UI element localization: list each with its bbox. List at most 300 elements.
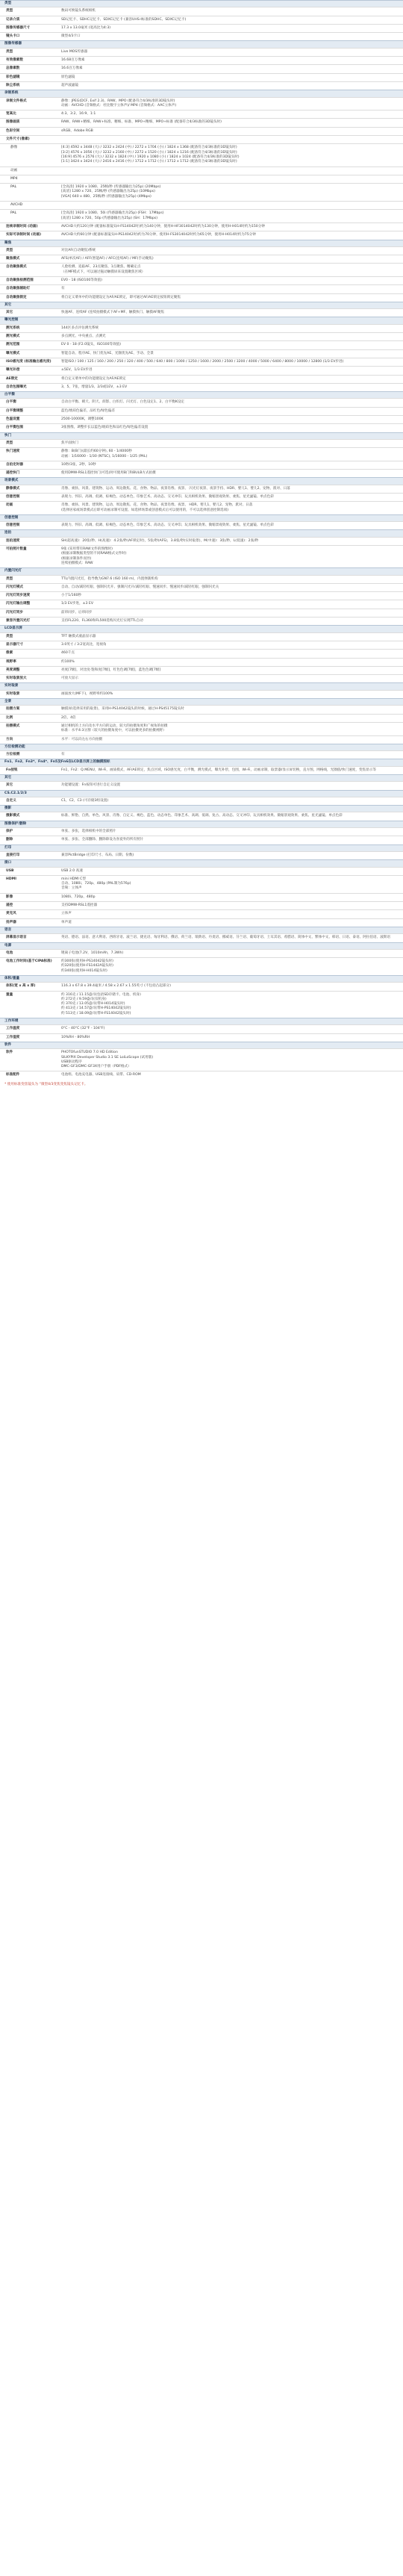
spec-value-line: 10%RH - 80%RH — [61, 1035, 90, 1039]
spec-value — [58, 333, 403, 340]
spec-row — [0, 293, 403, 302]
spec-label: 静像 — [10, 146, 18, 150]
spec-label: 镜头卡口 — [6, 34, 20, 39]
spec-label: 白平衡 — [6, 400, 16, 405]
spec-label: 屏幕显示语言 — [6, 936, 27, 940]
spec-value-line: 4:3、3:2、16:9、1:1 — [61, 112, 96, 116]
spec-value — [58, 231, 403, 239]
spec-value — [58, 546, 403, 567]
spec-value — [58, 98, 403, 111]
spec-label: 创意控制 — [6, 523, 20, 528]
spec-value — [58, 408, 403, 415]
spec-label: 方位检测 — [6, 753, 20, 757]
spec-row — [0, 501, 403, 514]
spec-value — [58, 461, 403, 469]
spec-row — [0, 110, 403, 118]
spec-row — [0, 407, 403, 415]
spec-label: 总像素数 — [6, 66, 20, 71]
spec-label: 自动聚焦辅助灯 — [6, 287, 31, 291]
spec-row — [0, 263, 403, 276]
spec-row — [0, 48, 403, 56]
spec-row — [0, 875, 403, 893]
section-header: LCD显示屏 — [0, 625, 403, 632]
spec-row — [0, 201, 403, 209]
spec-row — [0, 521, 403, 529]
section-header: Fn1、Fn2、Fn3*、Fn4*、Fn5及Fn6在LCD显示屏上的触摸图标 — [0, 759, 403, 765]
spec-value-line: 对比AF(自动聚焦)系统 — [61, 248, 96, 252]
spec-row — [0, 135, 403, 143]
spec-label: 显示器尺寸 — [6, 642, 23, 647]
spec-value-line: [高清] 1280 x 720、25帧/秒 (传感器输出为25p) (10Mbps) — [61, 190, 155, 194]
spec-label: 色彩空间 — [6, 128, 20, 133]
section-header: 白平衡 — [0, 391, 403, 398]
spec-value — [58, 1071, 403, 1079]
section-header: 语言 — [0, 927, 403, 933]
section-header: 连拍 — [0, 529, 403, 536]
spec-value-line: 前帘同步、后帘同步 — [61, 610, 93, 615]
spec-label: 动画 — [6, 503, 13, 508]
spec-value-line: 智能ISO / 100 / 125 / 160 / 200 / 250 / 320 / 400 / 500 / 640 / 800 / 1000 / 1250 / 1600 / 2000 / 2500 / 3200 / 4000 / 5000 / 6400 / 8000 / 10000 / 12800 (1/3 EV步进) — [61, 359, 344, 364]
section-header: 类型 — [0, 0, 403, 7]
spec-label: 快门速度 — [6, 449, 20, 454]
spec-value-line: 单张、多张、全部删除、删除除设为喜爱外的所有照片 — [61, 838, 144, 842]
spec-label: ISO感光度 (标准输出感光度) — [6, 359, 51, 364]
spec-value-line: 超声波滤镜 — [61, 83, 78, 87]
spec-label: 连续录制时间 (动画) — [6, 224, 38, 228]
spec-label: 体积(宽 x 高 x 厚) — [6, 984, 36, 989]
spec-value-line: 约 513克 / 18.09盎司(带H-FS14042镜头时) — [61, 1011, 131, 1015]
spec-value — [58, 502, 403, 514]
spec-label: 录制文件格式 — [6, 99, 27, 103]
spec-label: 扬声器 — [6, 920, 16, 924]
spec-value-line: 144区多点评估测光系统 — [61, 326, 99, 330]
spec-row — [0, 735, 403, 744]
spec-value — [58, 144, 403, 166]
spec-label: 聚焦模式 — [6, 257, 20, 261]
spec-label: 标准配件 — [6, 1073, 20, 1077]
spec-label: 自动包围曝光 — [6, 385, 27, 389]
spec-value-line: TTL内置闪光灯，指导数为GN7.6 (ISO 160 m)，内置弹簧机构 — [61, 576, 158, 581]
spec-value — [58, 470, 403, 477]
spec-label: AE锁定 — [6, 376, 18, 381]
spec-value-line: USB驱动程序 — [61, 1060, 82, 1064]
spec-value — [58, 675, 403, 682]
spec-value-line: 多点测光、中央重点、点测光 — [61, 335, 106, 339]
spec-value-line: 9张 (采用带有RAW文件的图像时) — [61, 547, 113, 552]
spec-row — [0, 674, 403, 682]
spec-row — [0, 641, 403, 649]
spec-value-line: 画面放大(MF下)，视野率约100% — [61, 691, 113, 696]
spec-value-line: 表现力、怀旧、高调、低调、棕褐色、动态单色、印象艺术、高动态、交叉冲印、玩具相机效果、微缩景观效果、柔焦、星光滤镜、单点色彩 — [61, 523, 274, 528]
spec-value — [58, 74, 403, 81]
spec-value-line: 有 — [61, 287, 65, 291]
spec-value-line: 有 — [61, 753, 65, 757]
spec-label: 自动聚焦检测范围 — [6, 278, 34, 282]
section-header: 录制系统 — [0, 90, 403, 96]
spec-label: 测光系统 — [6, 326, 20, 330]
spec-value — [58, 376, 403, 383]
spec-label: 保护 — [6, 830, 13, 834]
spec-row — [0, 690, 403, 698]
spec-value-line: USB 2.0 高速 — [61, 868, 83, 873]
spec-value-line: 肖像、柔肤、风景、建筑物、运动、周边散焦、花、食物、物品、夜景肖像、夜景、 闪光灯夜景、夜景手持、HDR、婴儿1、婴儿2、宠物、派对、日落 — [61, 486, 290, 491]
spec-row — [0, 56, 403, 64]
spec-row — [0, 893, 403, 901]
spec-value — [58, 538, 403, 545]
spec-value-line: 17.3 x 13.0毫米 (宽高比为4:3) — [61, 25, 111, 30]
spec-value-line: 可放大显示 — [61, 676, 78, 681]
spec-row — [0, 383, 403, 391]
spec-label: 其它 — [6, 783, 13, 788]
spec-label: 直接打印 — [6, 853, 20, 857]
spec-value-line: 单声道 — [61, 920, 72, 924]
spec-row — [0, 415, 403, 423]
spec-value-line: 自动、自动/减轻红眼、强制闪光开、强制闪光开/减轻红眼、慢速同步、慢速同步/减轻红眼、强制闪光关 — [61, 585, 219, 589]
spec-row — [0, 447, 403, 461]
spec-value — [58, 592, 403, 600]
spec-value-line: 约 413克 / 14.57盎司(带H-PS14042镜头时) — [61, 1007, 131, 1011]
spec-row — [0, 982, 403, 990]
spec-value-line: 3.0英寸 / 3:2宽高比，宽视角 — [61, 642, 107, 647]
spec-row — [0, 591, 403, 600]
spec-value — [58, 736, 403, 744]
spec-label: 实际可录制时间 (动画) — [6, 233, 42, 237]
spec-label: 类型 — [6, 576, 13, 581]
spec-value — [58, 868, 403, 875]
spec-value — [58, 894, 403, 901]
spec-value — [58, 448, 403, 461]
spec-value-line: 水平：可以向左右方向拍摄 — [61, 737, 103, 741]
spec-row — [0, 1024, 403, 1033]
spec-row — [0, 851, 403, 859]
spec-value — [58, 584, 403, 591]
section-header: 软件 — [0, 1042, 403, 1048]
spec-value — [58, 264, 403, 276]
spec-row — [0, 797, 403, 805]
spec-row — [0, 340, 403, 349]
spec-value-line: [全高清] 1920 x 1080、25帧/秒 (传感器输出为25p) (20Mbps) — [61, 185, 161, 190]
spec-value-line: EV0 - 18 (ISO100等效值) — [61, 278, 102, 282]
spec-label: MP4 — [10, 176, 18, 181]
spec-value — [58, 136, 403, 143]
spec-value-line: DMC-GF3/DMC-GF3X用户手册（PDF格式） — [61, 1065, 131, 1069]
spec-value-line: 原色滤镜 — [61, 75, 75, 79]
spec-row — [0, 183, 403, 201]
spec-value — [58, 494, 403, 501]
spec-value — [58, 715, 403, 722]
spec-value-line: AVCHD大约60分钟 (配备标准镜头H-PS14042时)约为70分钟，使用H-FS3014042时约为65分钟，使用H-H014时约为75分钟 — [61, 233, 256, 237]
spec-label: 闪光灯同步速度 — [6, 594, 31, 598]
spec-value-line: SH(超高速)：20张/秒、H(高速)：4.2张/秒(AF锁定时)，5张/秒(AFS)，3.8张/秒(实时取景)，M(中速)：3张/秒，L(低速)：2张/秒 — [61, 538, 259, 543]
spec-row — [0, 632, 403, 641]
spec-row — [0, 649, 403, 657]
section-header: 其它 — [0, 774, 403, 781]
spec-label: 删除 — [6, 838, 13, 842]
spec-value — [58, 950, 403, 957]
spec-value-line: 1080i、720p、480p — [61, 895, 96, 899]
spec-value — [58, 910, 403, 918]
spec-value — [58, 202, 403, 209]
spec-row — [0, 583, 403, 591]
spec-table — [0, 0, 403, 1080]
spec-value-line: 锂离子电池(7.2V，1010mAh，7.3Wh) — [61, 951, 124, 955]
spec-value-line: 焦平面快门 — [61, 441, 78, 445]
spec-label: 兼容外置闪光灯 — [6, 619, 31, 623]
section-header: 图像保护/删除 — [0, 821, 403, 827]
spec-value — [58, 1049, 403, 1071]
spec-label: 类型 — [6, 441, 13, 445]
spec-value-line: 支持FL220、FL360和FL500选购闪光灯实现TTL自动 — [61, 619, 143, 623]
spec-value-line: 约 272克 / 9.59盎司(仅机身) — [61, 997, 107, 1001]
spec-label: 软件 — [6, 1051, 13, 1055]
spec-value-line: (根据录制条件而异) — [61, 556, 92, 561]
spec-value — [58, 723, 403, 735]
spec-row — [0, 167, 403, 175]
spec-value — [58, 255, 403, 263]
spec-value-line: 肖像、柔肤、风景、建筑物、运动、周边散焦、花、食物、物品、夜景肖像、夜景、 HDR、婴儿1、婴儿2、宠物、派对、日落 — [61, 503, 253, 508]
spec-value-line: (根据录制数据类型的不同RAW格式文件时) — [61, 552, 127, 556]
spec-value-line: Live MOS传感器 — [61, 49, 88, 54]
section-header: 实时取景 — [0, 682, 403, 689]
spec-value-line: [16:9] 4576 x 2576 (大) / 3232 x 1824 (中) / 1920 x 1080 (小) / 1824 x 1024 (配备符合4/3标准的3D镜头时) — [61, 155, 240, 159]
spec-row — [0, 722, 403, 735]
spec-value-line: [3:2] 4576 x 3056 (大) / 3232 x 2160 (中) / 2272 x 1520 (小) / 1824 x 1216 (配备符合4/3标准的3D镜头时) — [61, 150, 237, 155]
spec-row — [0, 658, 403, 666]
spec-value — [58, 767, 403, 774]
spec-row — [0, 949, 403, 957]
spec-value — [58, 691, 403, 698]
spec-row — [0, 901, 403, 909]
spec-label: 实时取景 — [6, 691, 20, 696]
spec-value — [58, 128, 403, 135]
spec-label: 闪光灯同步 — [6, 610, 23, 615]
spec-row — [0, 143, 403, 166]
section-header: 工作环境 — [0, 1018, 403, 1024]
spec-row — [0, 284, 403, 293]
spec-label: 闪光灯模式 — [6, 585, 23, 589]
spec-value-line: mini HDMI C型 — [61, 877, 86, 881]
spec-label: 摄影模式 — [6, 814, 20, 818]
spec-value — [58, 485, 403, 493]
spec-value — [58, 384, 403, 391]
spec-value — [58, 57, 403, 64]
spec-value-line: 静像：JPEG(DCF, Exif 2.3)、RAW、MPO (配备符合4/3标准的3D镜头时) — [61, 99, 175, 103]
spec-value-line: 数码可换镜头系统相机 — [61, 9, 96, 13]
spec-value-line: PHOTOfunSTUDIO 7.0 HD Edition — [61, 1051, 118, 1055]
spec-label: 重量 — [6, 992, 13, 997]
section-header: 聚焦 — [0, 240, 403, 246]
spec-value-line: 连续拍摄模式：RAW — [61, 561, 93, 565]
section-header: 快门 — [0, 432, 403, 439]
spec-value-line: 约 316克 / 11.15盎司(包括SD存储卡、电池、机身) — [61, 992, 141, 997]
spec-value — [58, 424, 403, 432]
spec-value — [58, 983, 403, 990]
spec-row — [0, 73, 403, 81]
spec-label: HDMI — [6, 877, 16, 881]
spec-value — [58, 167, 403, 175]
spec-row — [0, 714, 403, 722]
spec-value-line: ±5EV，1/3 EV步进 — [61, 368, 93, 373]
spec-label: 宽高比 — [6, 112, 16, 116]
spec-value — [58, 902, 403, 909]
spec-value-line: 快速AF、连续AF (连续拍摄模式下AF+MF、触摸快门、触摸AF聚焦 — [61, 311, 164, 315]
spec-value-line: 小于1/160秒 — [61, 594, 82, 598]
spec-label: 图像画质 — [6, 120, 20, 125]
spec-label: PAL — [10, 185, 17, 190]
spec-value — [58, 277, 403, 284]
spec-value — [58, 934, 403, 942]
spec-value-line: 人脸检测、追踪AF、23点聚焦、1点聚焦、精确定点 — [61, 265, 141, 270]
spec-value-line: 动画：AVCHD (音频格式：杜比数字立体声)/ MP4 (音频格式：AAC立体声) — [61, 103, 177, 108]
spec-label: 彩色滤镜 — [6, 75, 20, 79]
spec-value — [58, 350, 403, 358]
spec-value-line: [VGA] 640 x 480、25帧/秒 (传感器输出为25p) (4Mbps) — [61, 194, 151, 199]
spec-row — [0, 469, 403, 477]
spec-row — [0, 485, 403, 493]
spec-value-line: 2500-10000K，调整100K — [61, 417, 104, 422]
spec-value — [58, 247, 403, 255]
spec-value-line: AFS(单次AF) / AFF(智能AF) / AFC(连续AF) / MF(手动聚焦) — [61, 257, 154, 261]
spec-value-line: 微型4/3卡口 — [61, 34, 81, 39]
spec-label: 工作湿度 — [6, 1035, 20, 1039]
spec-row — [0, 324, 403, 332]
spec-label: 自拍定时器 — [6, 462, 23, 467]
spec-row — [0, 127, 403, 135]
spec-row — [0, 867, 403, 875]
spec-label: USB — [6, 868, 14, 873]
spec-value — [58, 751, 403, 759]
section-header: 曝光控制 — [0, 317, 403, 323]
spec-label: 曝光补偿 — [6, 368, 20, 373]
spec-row — [0, 836, 403, 844]
spec-label: 视野率 — [6, 659, 16, 664]
spec-value — [58, 782, 403, 789]
spec-row — [0, 600, 403, 608]
spec-value-line: 1/3 EV步进，±3 EV — [61, 602, 93, 606]
spec-value-line: 功能键设置：Fn按钮可进行自定义设置 — [61, 783, 121, 788]
spec-row — [0, 1048, 403, 1071]
spec-value-line: 音频：立体声 — [61, 886, 82, 891]
spec-value — [58, 641, 403, 649]
spec-value-line: （在MF模式下，可以通过拖动触摸屏来设置聚焦区域） — [61, 270, 146, 274]
spec-value-line: 兼容PictBridge (打印尺寸、布局、日期、份数) — [61, 853, 134, 857]
spec-value — [58, 522, 403, 529]
spec-row — [0, 827, 403, 836]
spec-label: 其它 — [6, 311, 13, 315]
spec-value-line: 触摸屏(选择采用的取景)，采用H-PS14042镜头的时候，通过H-PS45175镜头时 — [61, 707, 184, 712]
spec-label: 自动聚焦模式 — [6, 265, 27, 270]
spec-value-line: [4:3] 4592 x 3448 (大) / 3232 x 2424 (中) / 2272 x 1704 (小) / 1824 x 1368 (配备符合4/3标准的3D镜头时) — [61, 146, 237, 150]
spec-value-line: 16.68百万像素 — [61, 58, 85, 63]
spec-value — [58, 828, 403, 836]
spec-row — [0, 231, 403, 239]
spec-label: 可拍照片数量 — [6, 547, 27, 552]
spec-row — [0, 32, 403, 40]
spec-row — [0, 332, 403, 340]
spec-value-line: 支持DMW-RSL1遥控器 — [61, 903, 98, 908]
section-header: 方位检测功能 — [0, 744, 403, 750]
spec-value — [58, 294, 403, 302]
spec-value — [58, 119, 403, 126]
spec-value-line: 智能自动、程序AE、快门优先AE、光圈优先AE、手动、全景 — [61, 351, 154, 355]
spec-row — [0, 118, 403, 126]
spec-row — [0, 209, 403, 223]
spec-value-line: 静像：B(B门)(最长约60分钟), 60 - 1/4000秒 — [61, 449, 132, 454]
spec-value-line: 标准：水平4:3分割（较大的拍摄角度中，可以拍摄更多的拍摄视野） — [61, 729, 166, 733]
spec-label: 色温设置 — [6, 417, 20, 422]
spec-value-line: 动画：1/16000 - 1/30 (NTSC), 1/16000 - 1/25 (PAL) — [61, 454, 148, 458]
spec-label: 白平衡调整 — [6, 408, 23, 413]
spec-value-line: 单张、多张，选择相机中的全部照片 — [61, 830, 116, 834]
spec-label: 自动聚焦锁定 — [6, 295, 27, 299]
spec-value — [58, 223, 403, 231]
spec-label: 测光范围 — [6, 343, 20, 347]
spec-row — [0, 398, 403, 406]
spec-label: 类型 — [6, 634, 13, 638]
spec-value — [58, 919, 403, 927]
spec-label: 麦克风 — [6, 912, 16, 916]
spec-value-line: 使用DMW-RSL1遥控快门(可选)时可使用B门和BULB方式拍摄 — [61, 471, 156, 476]
spec-label: 遥控快门 — [6, 471, 20, 476]
spec-value-line: 460千点 — [61, 651, 75, 656]
footnote: * 使用标准变焦镜头为 “微型4/3变焦变焦镜头记忆卡。 — [4, 1082, 88, 1086]
spec-value — [58, 576, 403, 583]
spec-label: PAL — [10, 211, 17, 216]
spec-row — [0, 991, 403, 1018]
spec-value — [58, 958, 403, 975]
spec-row — [0, 545, 403, 567]
spec-value-line: 电池组、电池充电器、USB连接线、肩带、CD-ROM — [61, 1073, 141, 1077]
spec-row — [0, 461, 403, 469]
spec-value-line: 2倍，4倍 — [61, 715, 76, 720]
spec-value-line: EV 0 - 18 (F2.0镜头，ISO100等效值) — [61, 343, 122, 347]
section-header: 电源 — [0, 942, 403, 949]
spec-label: 图像传感器尺寸 — [6, 25, 31, 30]
spec-value — [58, 7, 403, 15]
spec-value — [58, 175, 403, 183]
spec-value-line: 16.6百万像素 — [61, 66, 83, 71]
section-header: 体积/重量 — [0, 975, 403, 982]
spec-row — [0, 358, 403, 366]
spec-row — [0, 97, 403, 111]
spec-value — [58, 367, 403, 374]
section-header: 场景模式 — [0, 477, 403, 484]
spec-value — [58, 1025, 403, 1033]
spec-label: 方向 — [6, 737, 13, 741]
spec-value — [58, 416, 403, 423]
spec-value-line: 自动白平衡、晴天、阴天、荫影、白炽灯、闪光灯、白色设定1、2、白平衡K设定 — [61, 400, 185, 405]
spec-row — [0, 7, 403, 15]
spec-value-line: 约320张(使用H-FS1442A镜头时) — [61, 964, 113, 968]
spec-value — [58, 650, 403, 657]
spec-value-line: 约300张(使用H-PS14042镜头时) — [61, 959, 113, 964]
spec-label: 记录介质 — [6, 17, 20, 22]
spec-row — [0, 750, 403, 759]
spec-value-line: C1，C2，C3 (可存储3组设置) — [61, 798, 109, 803]
spec-value-line: SILKYPIX Developer Studio 3.1 SE LoiLoScope (试用版) — [61, 1055, 154, 1060]
spec-row — [0, 909, 403, 918]
spec-value — [58, 111, 403, 118]
spec-label: 类型 — [6, 248, 13, 252]
section-header: 其它 — [0, 302, 403, 308]
spec-value — [58, 633, 403, 641]
spec-value — [58, 812, 403, 820]
spec-value — [58, 876, 403, 893]
spec-value-line: 10秒/3张，2秒，10秒 — [61, 462, 96, 467]
spec-row — [0, 375, 403, 383]
spec-row — [0, 423, 403, 432]
spec-value — [58, 82, 403, 90]
